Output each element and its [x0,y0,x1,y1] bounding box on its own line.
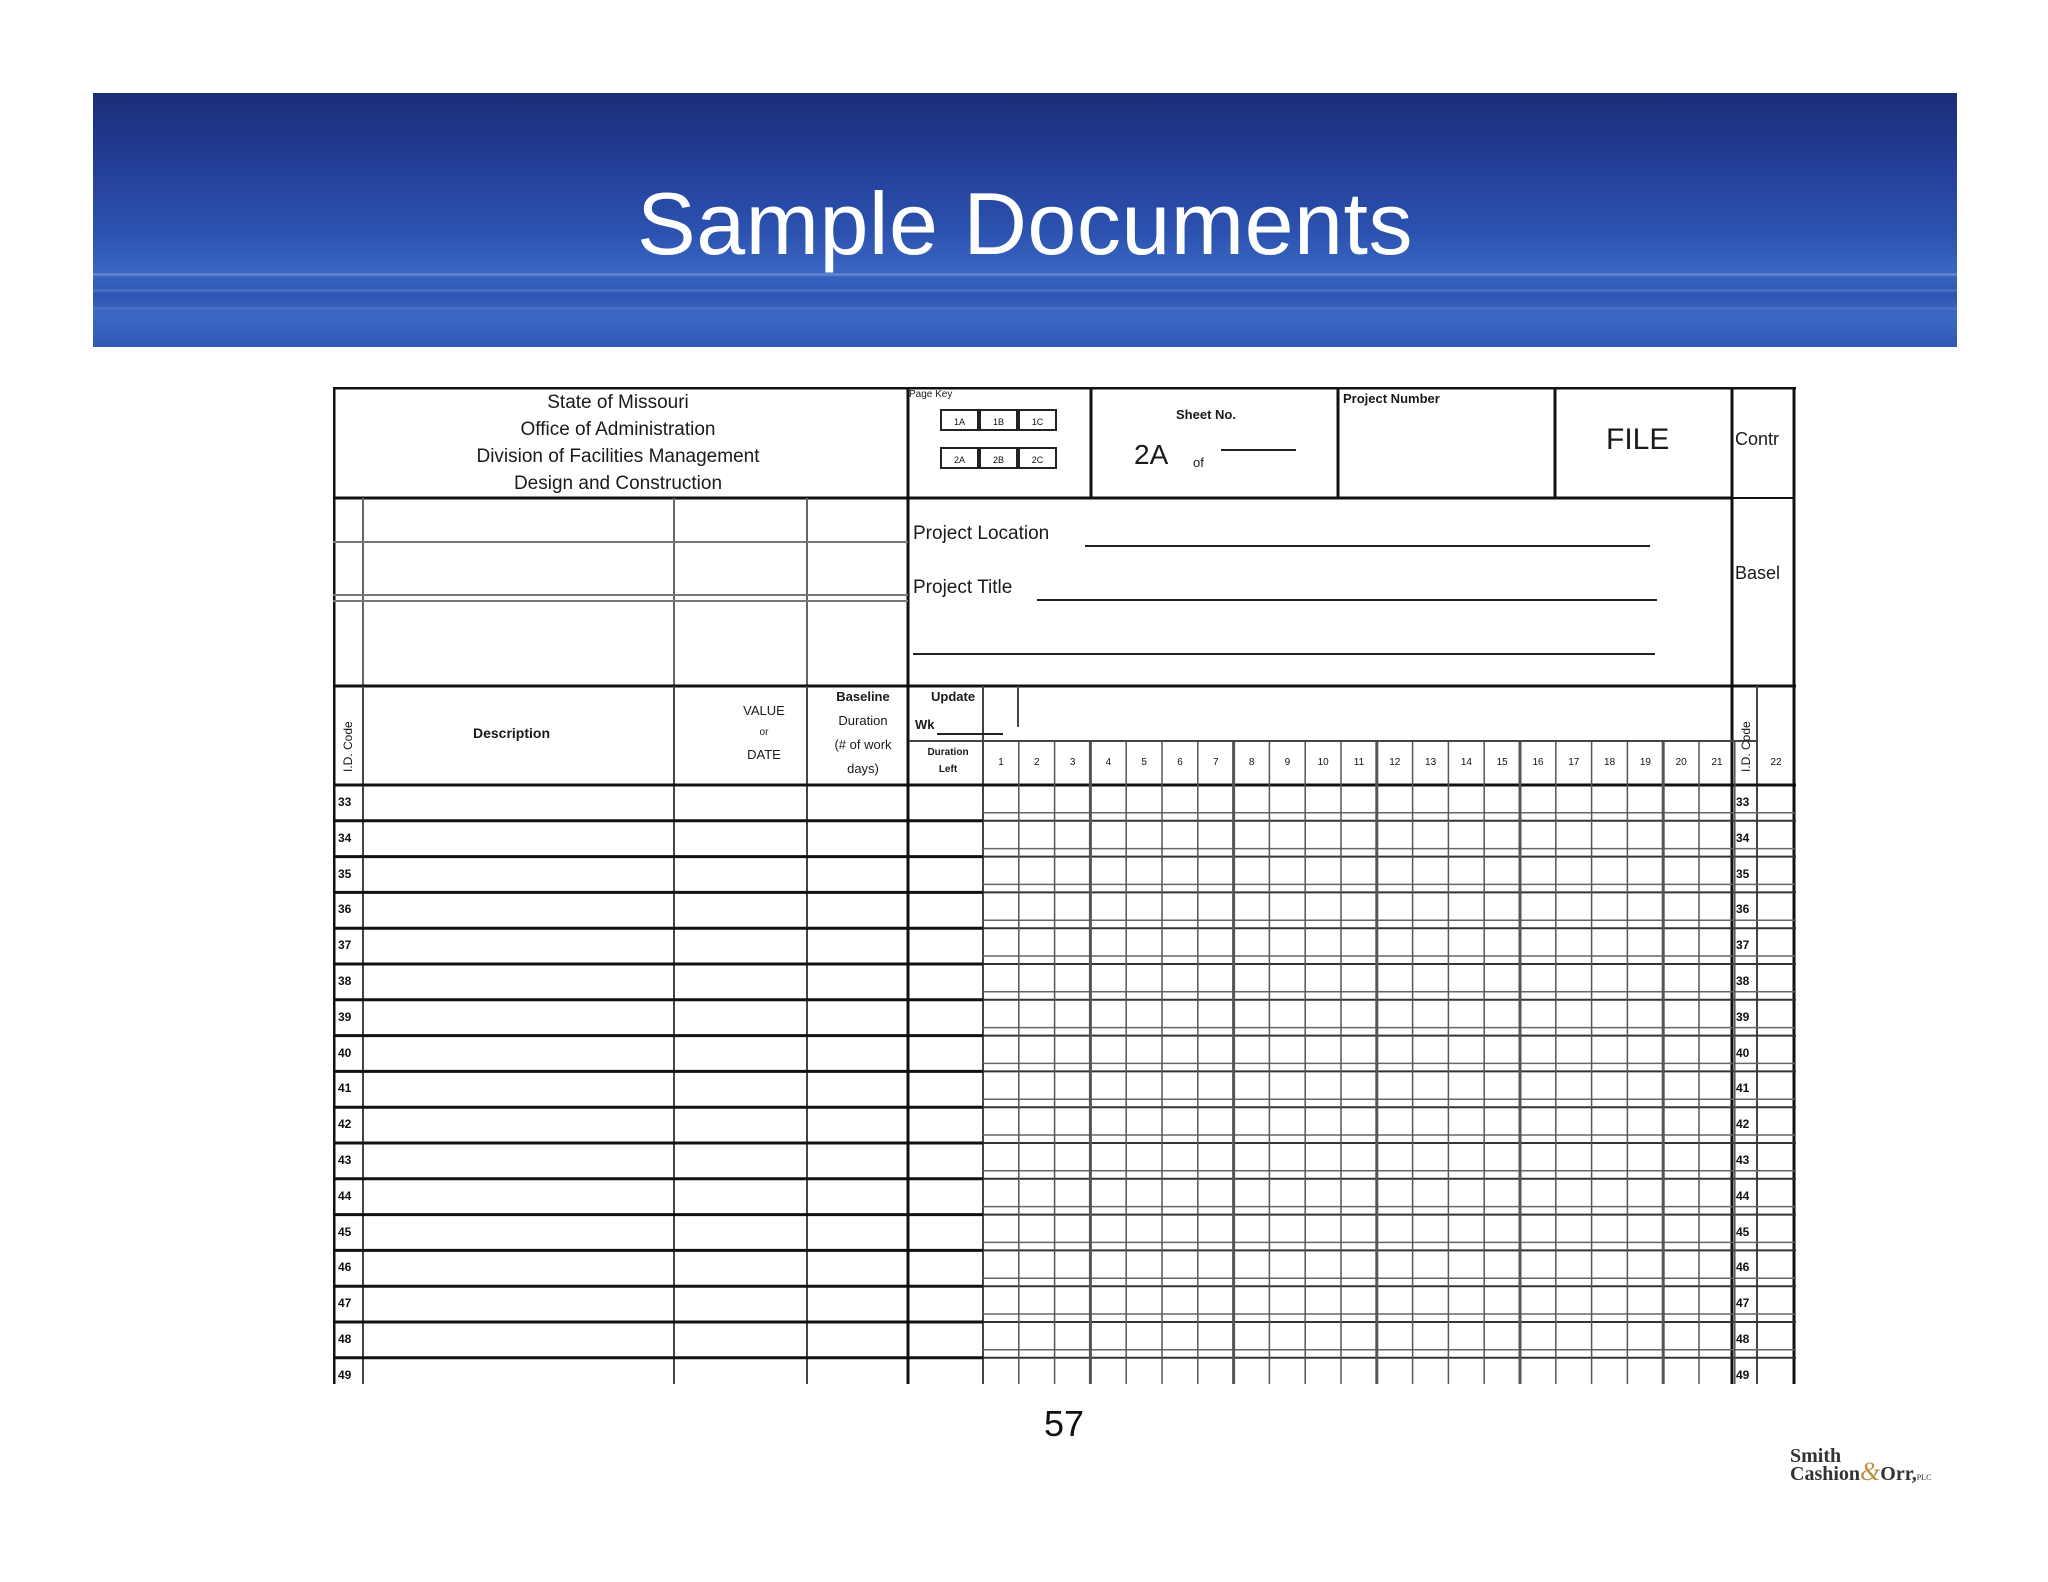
logo-suffix: PLC [1916,1473,1932,1482]
page-key-box: 1C [1018,409,1057,431]
row-id: 45 [338,1224,352,1239]
week-number: 4 [1105,757,1112,768]
page-key-label: Page Key [909,389,953,400]
row-id-right: 35 [1736,866,1750,881]
row-id: 39 [338,1009,352,1024]
project-title-line [1037,599,1657,601]
sheet-no-label: Sheet No. [1176,407,1236,422]
row-id-right: 46 [1736,1260,1750,1275]
project-location-label: Project Location [913,523,1050,544]
page-key-box: 1A [940,409,979,431]
row-id-right: 47 [1736,1296,1750,1311]
wk-header: Wk [915,717,935,732]
firm-logo [1790,1445,1932,1486]
row-id-right: 36 [1736,902,1750,917]
page-key-box: 2C [1018,447,1057,469]
baseline-header: days) [847,761,879,776]
slide-title: Sample Documents [637,174,1413,273]
row-id: 42 [338,1117,352,1132]
logo-line-2: Cashion [1790,1463,1861,1485]
banner-streak [93,307,1957,310]
week-number: 16 [1532,757,1544,768]
week-number: 13 [1425,757,1437,768]
row-id-right: 49 [1736,1367,1750,1382]
right-id-code-header: I.D. Code [1739,721,1753,772]
title-banner [93,93,1957,347]
week-number: 15 [1496,757,1508,768]
or-header: or [759,727,769,738]
agency-line: State of Missouri [547,392,689,413]
sheet-total-blank [1221,449,1296,451]
row-id: 41 [338,1081,352,1096]
logo-line-1: Smith [1790,1445,1842,1467]
row-id: 40 [338,1045,352,1060]
date-header: DATE [747,747,781,762]
week-number: 3 [1069,757,1076,768]
sheet-of: of [1193,455,1204,470]
week-number: 7 [1213,757,1219,768]
agency-line: Office of Administration [520,419,716,440]
page-key-box: 2B [979,447,1018,469]
baseline-header: Baseline [836,689,890,704]
page-key-box: 1B [979,409,1018,431]
week-number: 12 [1389,757,1401,768]
week-number: 17 [1568,757,1580,768]
baseline-header: Duration [838,713,888,728]
description-header: Description [473,725,551,741]
wk-blank [937,733,1003,735]
file-label: FILE [1606,423,1670,456]
row-id-right: 39 [1736,1009,1750,1024]
row-id-right: 37 [1736,938,1750,953]
update-header: Update [931,689,976,704]
row-id: 43 [338,1153,352,1167]
logo-line-3: Orr, [1880,1463,1917,1485]
form-grid-lines [333,387,1796,1384]
logo-amp: & [1860,1457,1881,1486]
week-number: 11 [1353,757,1365,768]
week-number: 6 [1177,757,1183,768]
sheet-value: 2A [1134,439,1169,470]
project-number-label: Project Number [1343,391,1440,406]
row-id-right: 33 [1736,795,1750,809]
week-number: 22 [1770,757,1782,768]
week-number: 2 [1034,757,1040,768]
row-id-right: 43 [1736,1153,1750,1167]
row-id: 33 [338,795,352,809]
agency-line: Design and Construction [513,473,723,494]
week-number: 21 [1711,757,1723,768]
agency-line: Division of Facilities Management [476,446,760,467]
project-location-line [1085,545,1650,547]
week-number: 9 [1284,757,1291,768]
baseline-header: (# of work [834,737,892,752]
week-number: 10 [1317,757,1329,768]
row-id: 34 [338,830,352,845]
project-title-line-2 [913,653,1655,655]
page-number: 57 [1043,1403,1085,1444]
week-number: 1 [998,757,1004,768]
row-id-right: 42 [1736,1117,1750,1132]
row-id: 37 [338,938,352,953]
duration-left-header: Duration [927,747,969,758]
week-number: 18 [1604,757,1616,768]
row-id: 44 [338,1188,352,1203]
row-id-right: 41 [1736,1081,1750,1096]
week-number: 5 [1141,757,1147,768]
row-id: 35 [338,866,352,881]
week-number: 20 [1675,757,1687,768]
row-id-right: 34 [1736,830,1750,845]
row-id-right: 40 [1736,1045,1750,1060]
row-id: 49 [338,1367,352,1382]
week-number: 14 [1460,757,1472,768]
row-id: 46 [338,1260,352,1275]
duration-left-header: Left [938,764,958,775]
banner-streak [93,289,1957,292]
week-number: 8 [1248,757,1255,768]
contract-label: Contr [1735,429,1780,449]
page-key-box: 2A [940,447,979,469]
row-id-right: 48 [1736,1332,1750,1346]
row-id: 36 [338,902,352,917]
id-code-header: I.D. Code [341,721,355,772]
schedule-form-image [333,387,1796,1384]
row-id-right: 45 [1736,1224,1750,1239]
row-id: 47 [338,1296,352,1311]
project-title-label: Project Title [913,577,1013,598]
row-id: 48 [338,1332,352,1346]
row-id-right: 44 [1736,1188,1750,1203]
value-header: VALUE [743,703,785,718]
row-id: 38 [338,974,352,988]
week-number: 19 [1639,757,1651,768]
row-id-right: 38 [1736,974,1750,988]
baseline-label: Basel [1735,563,1781,583]
